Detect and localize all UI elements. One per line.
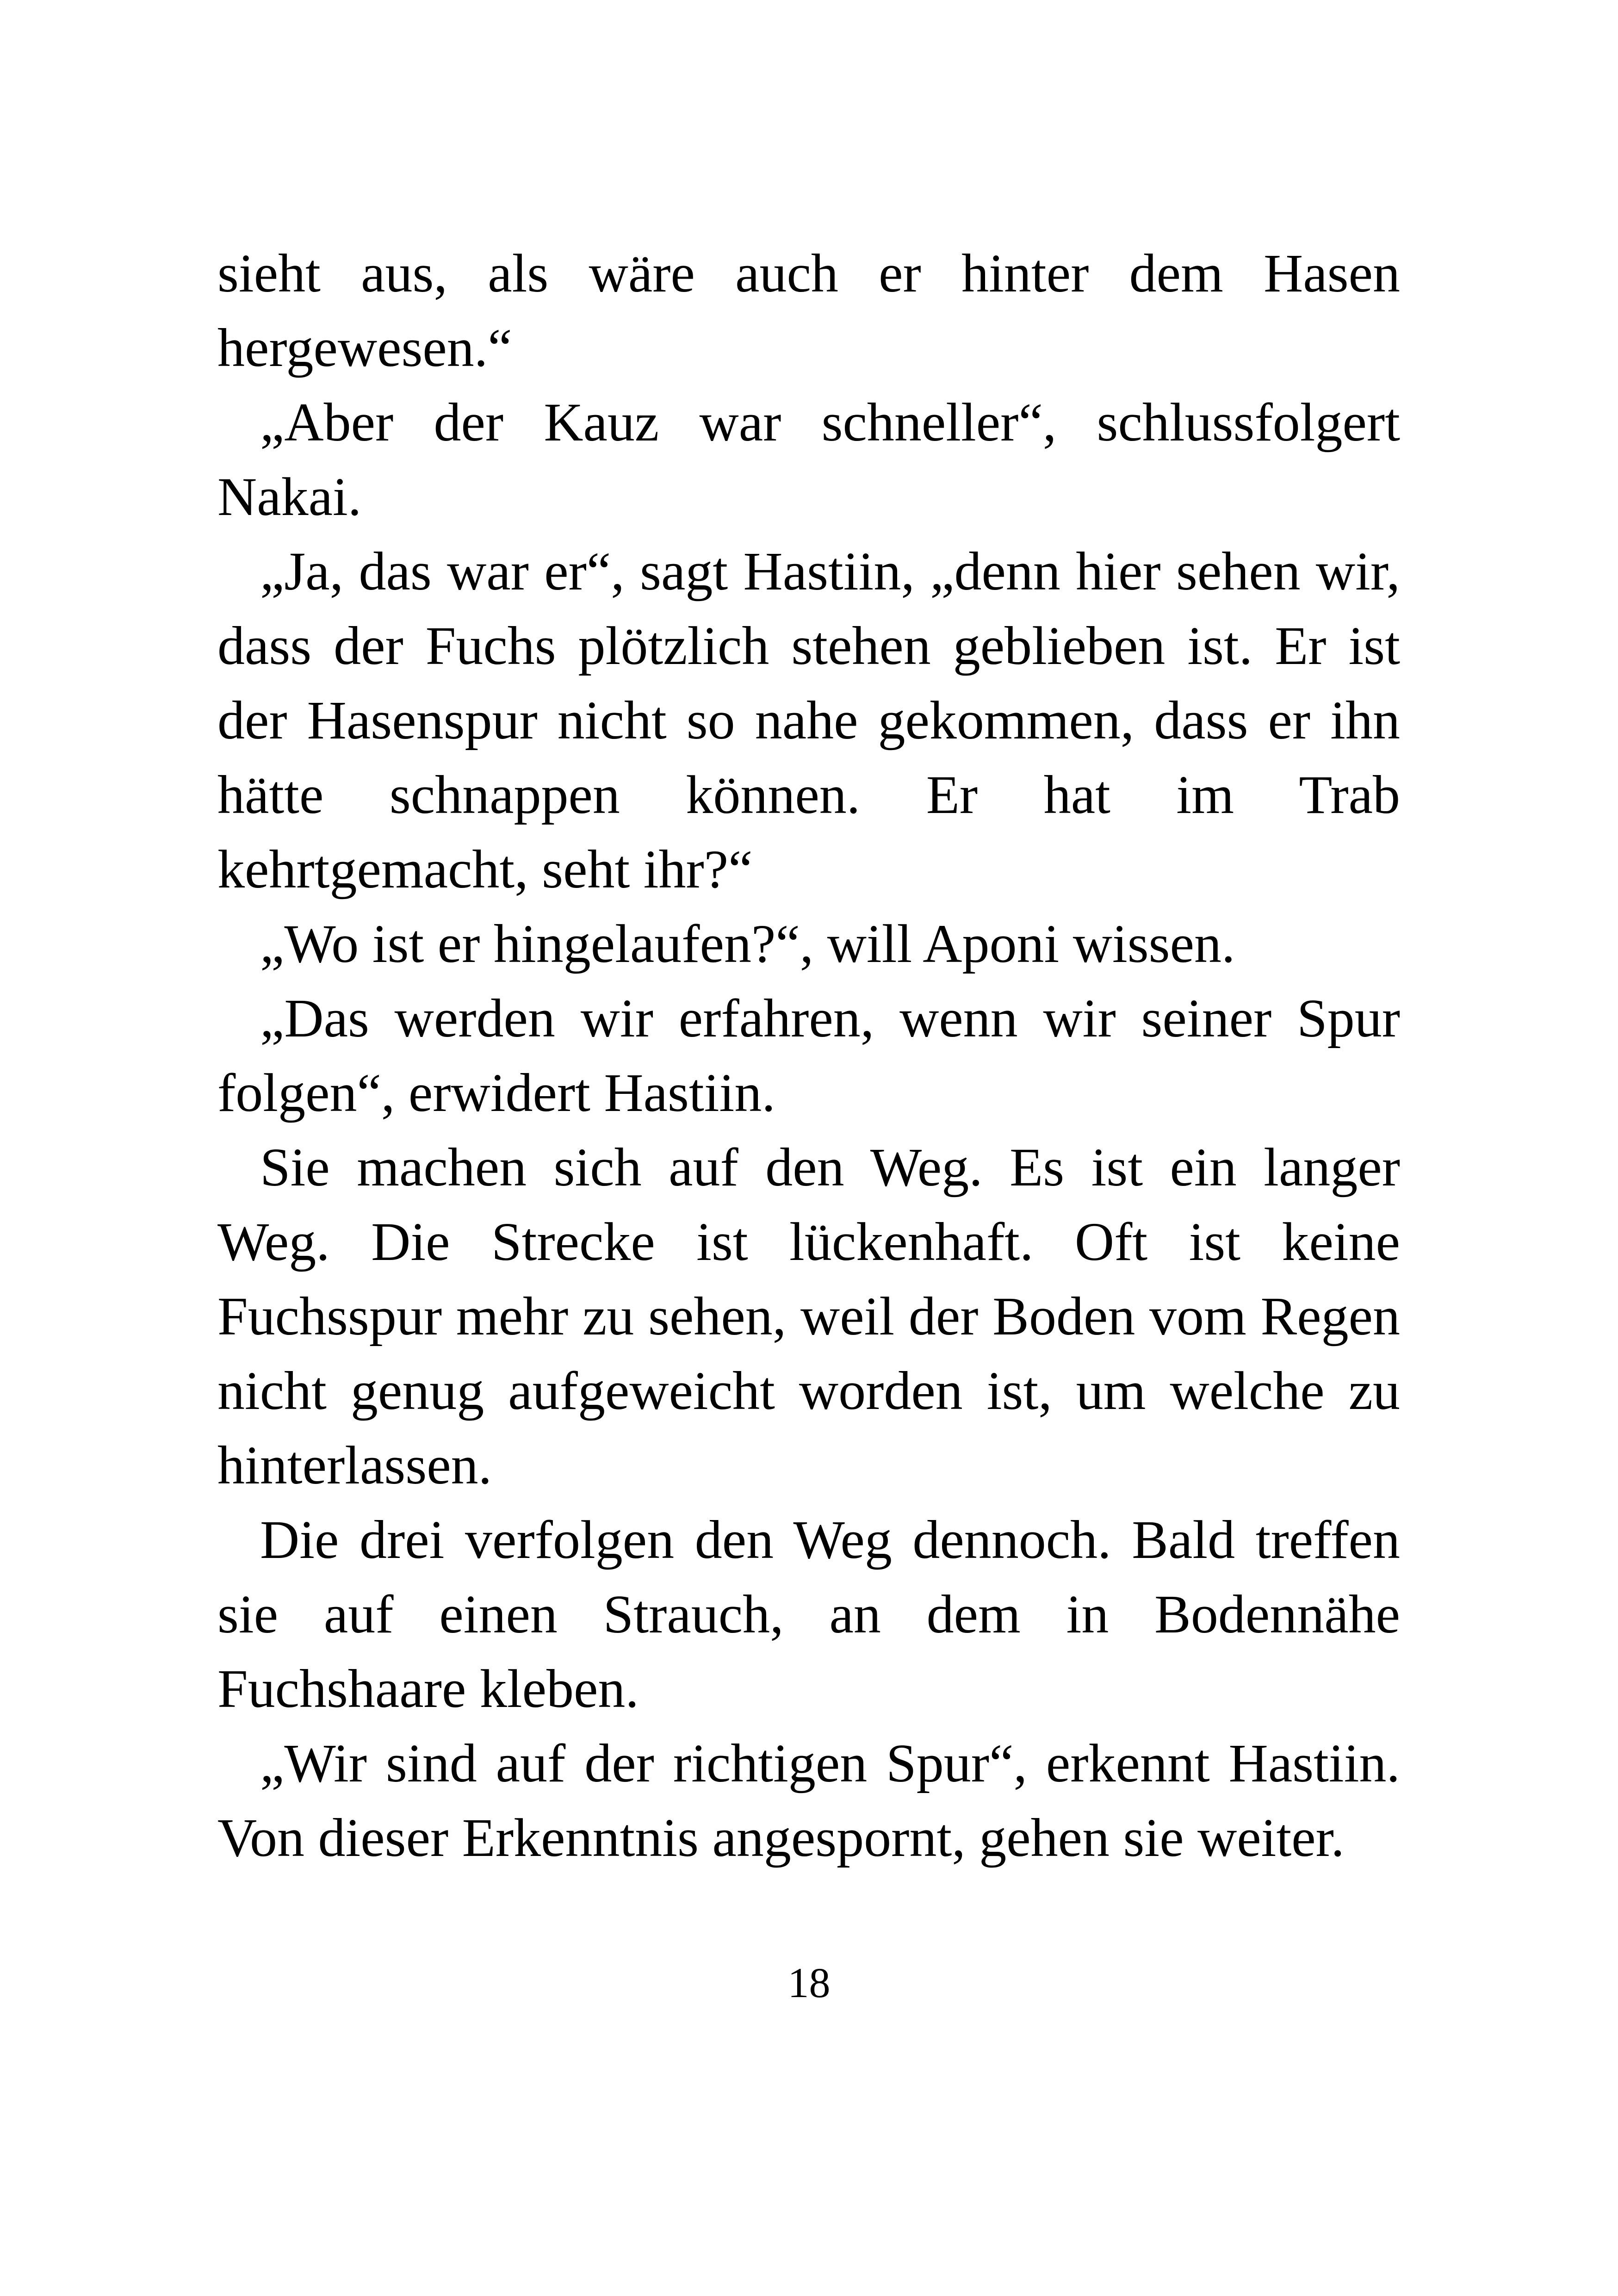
paragraph: „Wir sind auf der richtigen Spur“, erkennt Hastiin. Von dieser Erkenntnis angespornt, gehen sie weiter. <box>217 1733 1400 1868</box>
paragraph: „Aber der Kauz war schneller“, schlussfolgert Nakai. <box>217 392 1400 527</box>
body-text <box>217 236 1400 1875</box>
paragraph: „Das werden wir erfahren, wenn wir seiner Spur folgen“, erwidert Hastiin. <box>217 988 1400 1123</box>
paragraph: „Wo ist er hingelaufen?“, will Aponi wissen. <box>260 913 1235 974</box>
paragraph: Sie machen sich auf den Weg. Es ist ein langer Weg. Die Strecke ist lückenhaft. Oft ist keine Fuchsspur mehr zu sehen, weil der Boden vom Regen nicht genug aufgeweicht worden ist, um welche zu hinterlassen. <box>217 1137 1400 1496</box>
paragraph: „Ja, das war er“, sagt Hastiin, „denn hier sehen wir, dass der Fuchs plötzlich stehen geblieben ist. Er ist der Hasenspur nicht so nahe gekommen, dass er ihn hätte schnappen können. Er hat im Trab kehrtgemacht, seht ihr?“ <box>217 541 1400 900</box>
paragraph-continuation: sieht aus, als wäre auch er hinter dem Hasen hergewesen.“ <box>217 243 1400 378</box>
paragraph: Die drei verfolgen den Weg dennoch. Bald treffen sie auf einen Strauch, an dem in Bodennähe Fuchshaare kleben. <box>217 1509 1400 1719</box>
page-number: 18 <box>787 1959 831 2006</box>
